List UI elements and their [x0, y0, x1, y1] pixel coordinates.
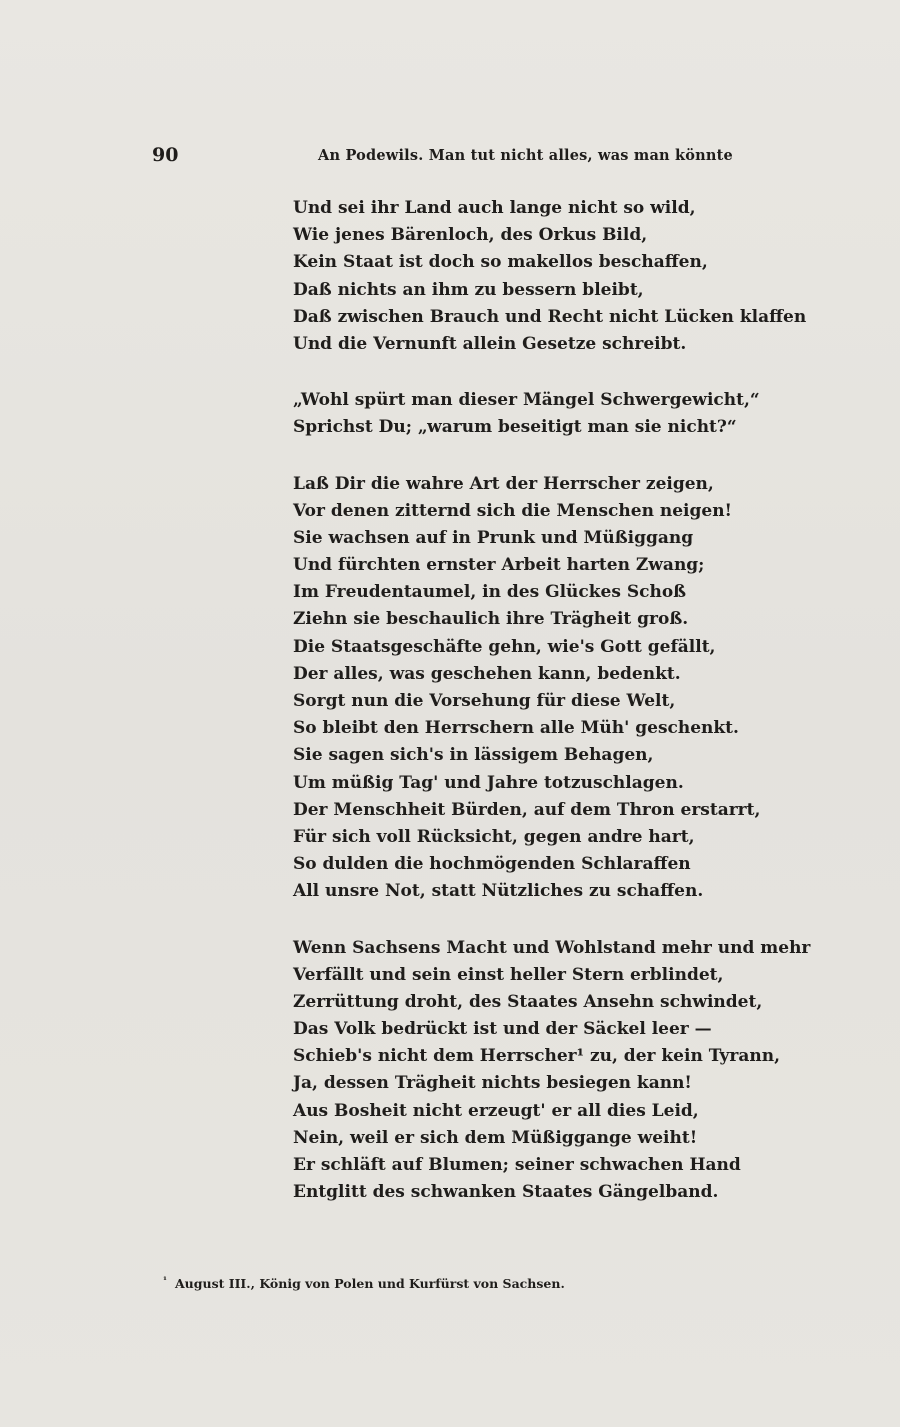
poem-line: Kein Staat ist doch so makellos beschaffen, [293, 252, 708, 273]
poem-line: Laß Dir die wahre Art der Herrscher zeigen, [293, 473, 714, 494]
poem-line: Im Freudentaumel, in des Glückes Schoß [293, 582, 687, 603]
poem-line: Der alles, was geschehen kann, bedenkt. [293, 663, 681, 684]
poem-line: Daß nichts an ihm zu bessern bleibt, [293, 279, 644, 300]
footnote-marker: ¹ [163, 1276, 167, 1286]
poem-line: Sie sagen sich's in lässigem Behagen, [293, 745, 654, 766]
running-title: An Podewils. Man tut nicht alles, was man könnte [318, 147, 733, 164]
poem-line: Ja, dessen Trägheit nichts besiegen kann! [293, 1073, 692, 1094]
poem [293, 195, 811, 1206]
poem-line: Wie jenes Bärenloch, des Orkus Bild, [293, 225, 648, 246]
poem-line: Er schläft auf Blumen; seiner schwachen Hand [293, 1155, 741, 1175]
page-number: 90 [152, 144, 179, 166]
poem-line: Für sich voll Rücksicht, gegen andre hart, [293, 826, 695, 847]
poem-line: Und fürchten ernster Arbeit harten Zwang; [293, 555, 705, 576]
poem-line: So bleibt den Herrschern alle Müh' geschenkt. [293, 718, 739, 739]
poem-line: Und sei ihr Land auch lange nicht so wild, [293, 198, 696, 218]
poem-line: All unsre Not, statt Nützliches zu schaffen. [293, 881, 704, 902]
poem-line: Nein, weil er sich dem Müßiggange weiht! [293, 1127, 698, 1148]
poem-line: Wenn Sachsens Macht und Wohlstand mehr und mehr [293, 937, 811, 958]
poem-line: Aus Bosheit nicht erzeugt' er all dies Leid, [293, 1100, 699, 1121]
poem-line: „Wohl spürt man dieser Mängel Schwergewicht,“ [293, 390, 760, 411]
poem-line: Und die Vernunft allein Gesetze schreibt. [293, 333, 687, 354]
poem-line: Der Menschheit Bürden, auf dem Thron erstarrt, [293, 799, 761, 820]
poem-line: Ziehn sie beschaulich ihre Trägheit groß. [293, 609, 689, 630]
poem-line: So dulden die hochmögenden Schlaraffen [293, 854, 691, 875]
poem-line: Sorgt nun die Vorsehung für diese Welt, [293, 691, 676, 711]
poem-line: Entglitt des schwanken Staates Gängelband. [293, 1182, 719, 1203]
poem-line: Die Staatsgeschäfte gehn, wie's Gott gefällt, [293, 636, 716, 657]
poem-line: Das Volk bedrückt ist und der Säckel leer — [293, 1019, 712, 1040]
stanza [293, 935, 811, 1207]
poem-line: Um müßig Tag' und Jahre totzuschlagen. [293, 772, 684, 793]
page-header [0, 144, 900, 172]
poem-line: Verfällt und sein einst heller Stern erblindet, [293, 964, 724, 985]
poem-line: Sprichst Du; „warum beseitigt man sie nicht?“ [293, 417, 737, 438]
stanza [293, 471, 763, 906]
poem-line: Daß zwischen Brauch und Recht nicht Lücken klaffen [293, 306, 807, 327]
poem-line: Sie wachsen auf in Prunk und Müßiggang [293, 527, 694, 548]
poem-line: Vor denen zitternd sich die Menschen neigen! [293, 500, 733, 521]
stanza [293, 387, 763, 441]
footnote-text: August III., König von Polen und Kurfürst von Sachsen. [174, 1276, 565, 1292]
poem-line: Schieb's nicht dem Herrscher¹ zu, der kein Tyrann, [293, 1046, 780, 1067]
poem-line: Zerrüttung droht, des Staates Ansehn schwindet, [293, 991, 763, 1012]
stanza [293, 195, 807, 358]
footnote [163, 1276, 565, 1291]
